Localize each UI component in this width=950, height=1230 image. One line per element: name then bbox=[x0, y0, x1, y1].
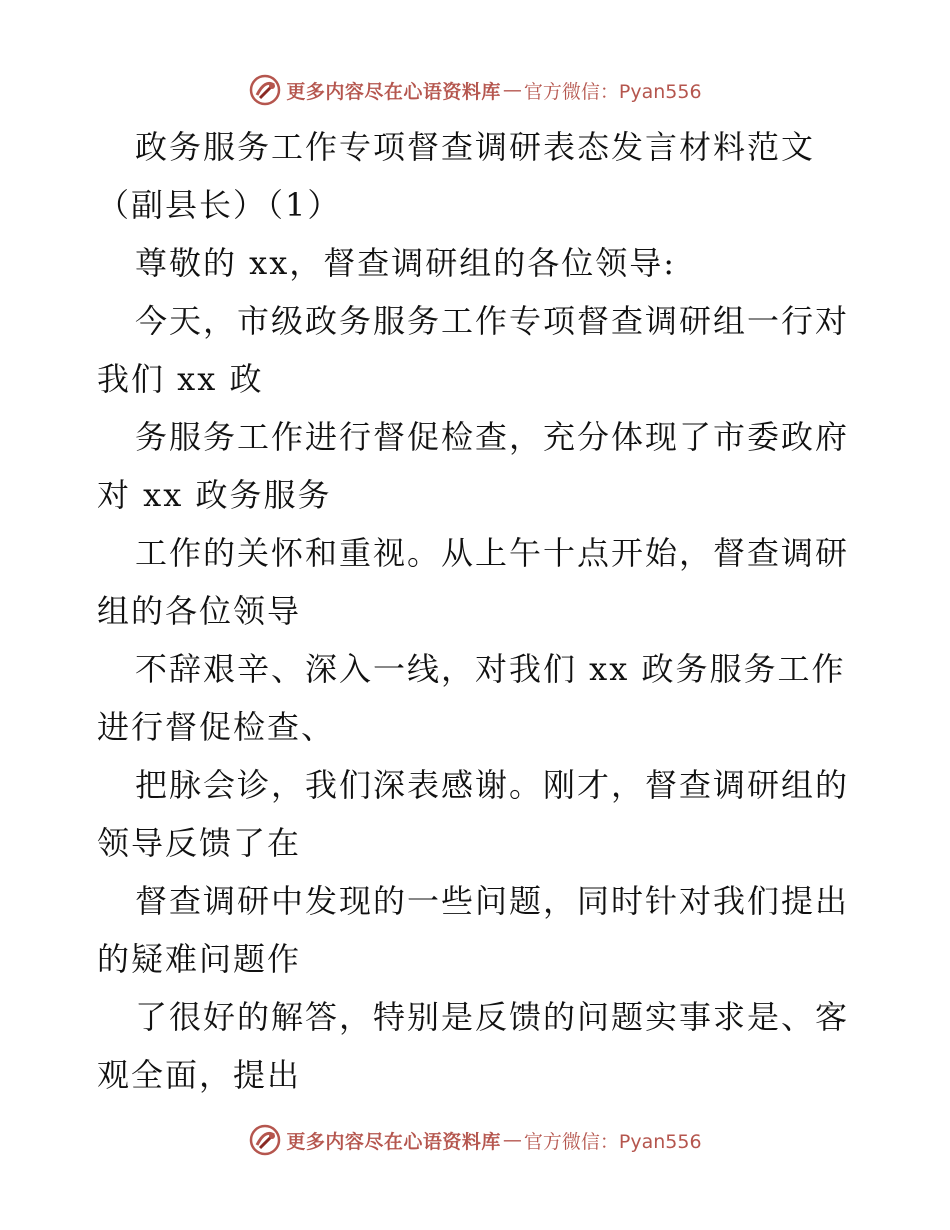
header-separator: — bbox=[502, 79, 522, 101]
doc-line: 组的各位领导 bbox=[97, 592, 302, 630]
doc-title-line-2: （副县长）（1） bbox=[97, 186, 342, 224]
document-body bbox=[97, 118, 857, 1104]
doc-line: 尊敬的 xx，督查调研组的各位领导: bbox=[135, 244, 677, 282]
doc-line: 观全面，提出 bbox=[97, 1056, 302, 1094]
doc-line: 不辞艰辛、深入一线，对我们 xx 政务服务工作 bbox=[135, 650, 846, 688]
doc-line: 务服务工作进行督促检查，充分体现了市委政府 bbox=[135, 418, 850, 456]
header-brand-text: 更多内容尽在心语资料库 bbox=[286, 80, 501, 103]
footer-brand-text: 更多内容尽在心语资料库 bbox=[286, 1130, 501, 1153]
doc-line: 领导反馈了在 bbox=[97, 824, 302, 862]
doc-line: 了很好的解答，特别是反馈的问题实事求是、客 bbox=[135, 998, 850, 1036]
doc-line: 把脉会诊，我们深表感谢。刚才，督查调研组的 bbox=[135, 766, 850, 804]
footer-wechat-text: 官方微信：Pyan556 bbox=[523, 1130, 702, 1153]
doc-line: 工作的关怀和重视。从上午十点开始，督查调研 bbox=[135, 534, 850, 572]
doc-title-line-1: 政务服务工作专项督查调研表态发言材料范文 bbox=[135, 128, 816, 166]
doc-line: 今天，市级政务服务工作专项督查调研组一行对 bbox=[135, 302, 850, 340]
doc-line: 进行督促检查、 bbox=[97, 708, 336, 746]
footer-separator: — bbox=[502, 1129, 522, 1151]
doc-line: 督查调研中发现的一些问题，同时针对我们提出 bbox=[135, 882, 850, 920]
doc-line: 的疑难问题作 bbox=[97, 940, 302, 978]
footer-banner bbox=[0, 1120, 950, 1160]
brand-logo-icon bbox=[248, 1123, 282, 1157]
doc-line: 我们 xx 政 bbox=[97, 360, 264, 398]
doc-line: 对 xx 政务服务 bbox=[97, 476, 332, 514]
brand-logo-icon bbox=[248, 73, 282, 107]
header-wechat-text: 官方微信：Pyan556 bbox=[523, 80, 702, 103]
header-banner bbox=[0, 70, 950, 110]
